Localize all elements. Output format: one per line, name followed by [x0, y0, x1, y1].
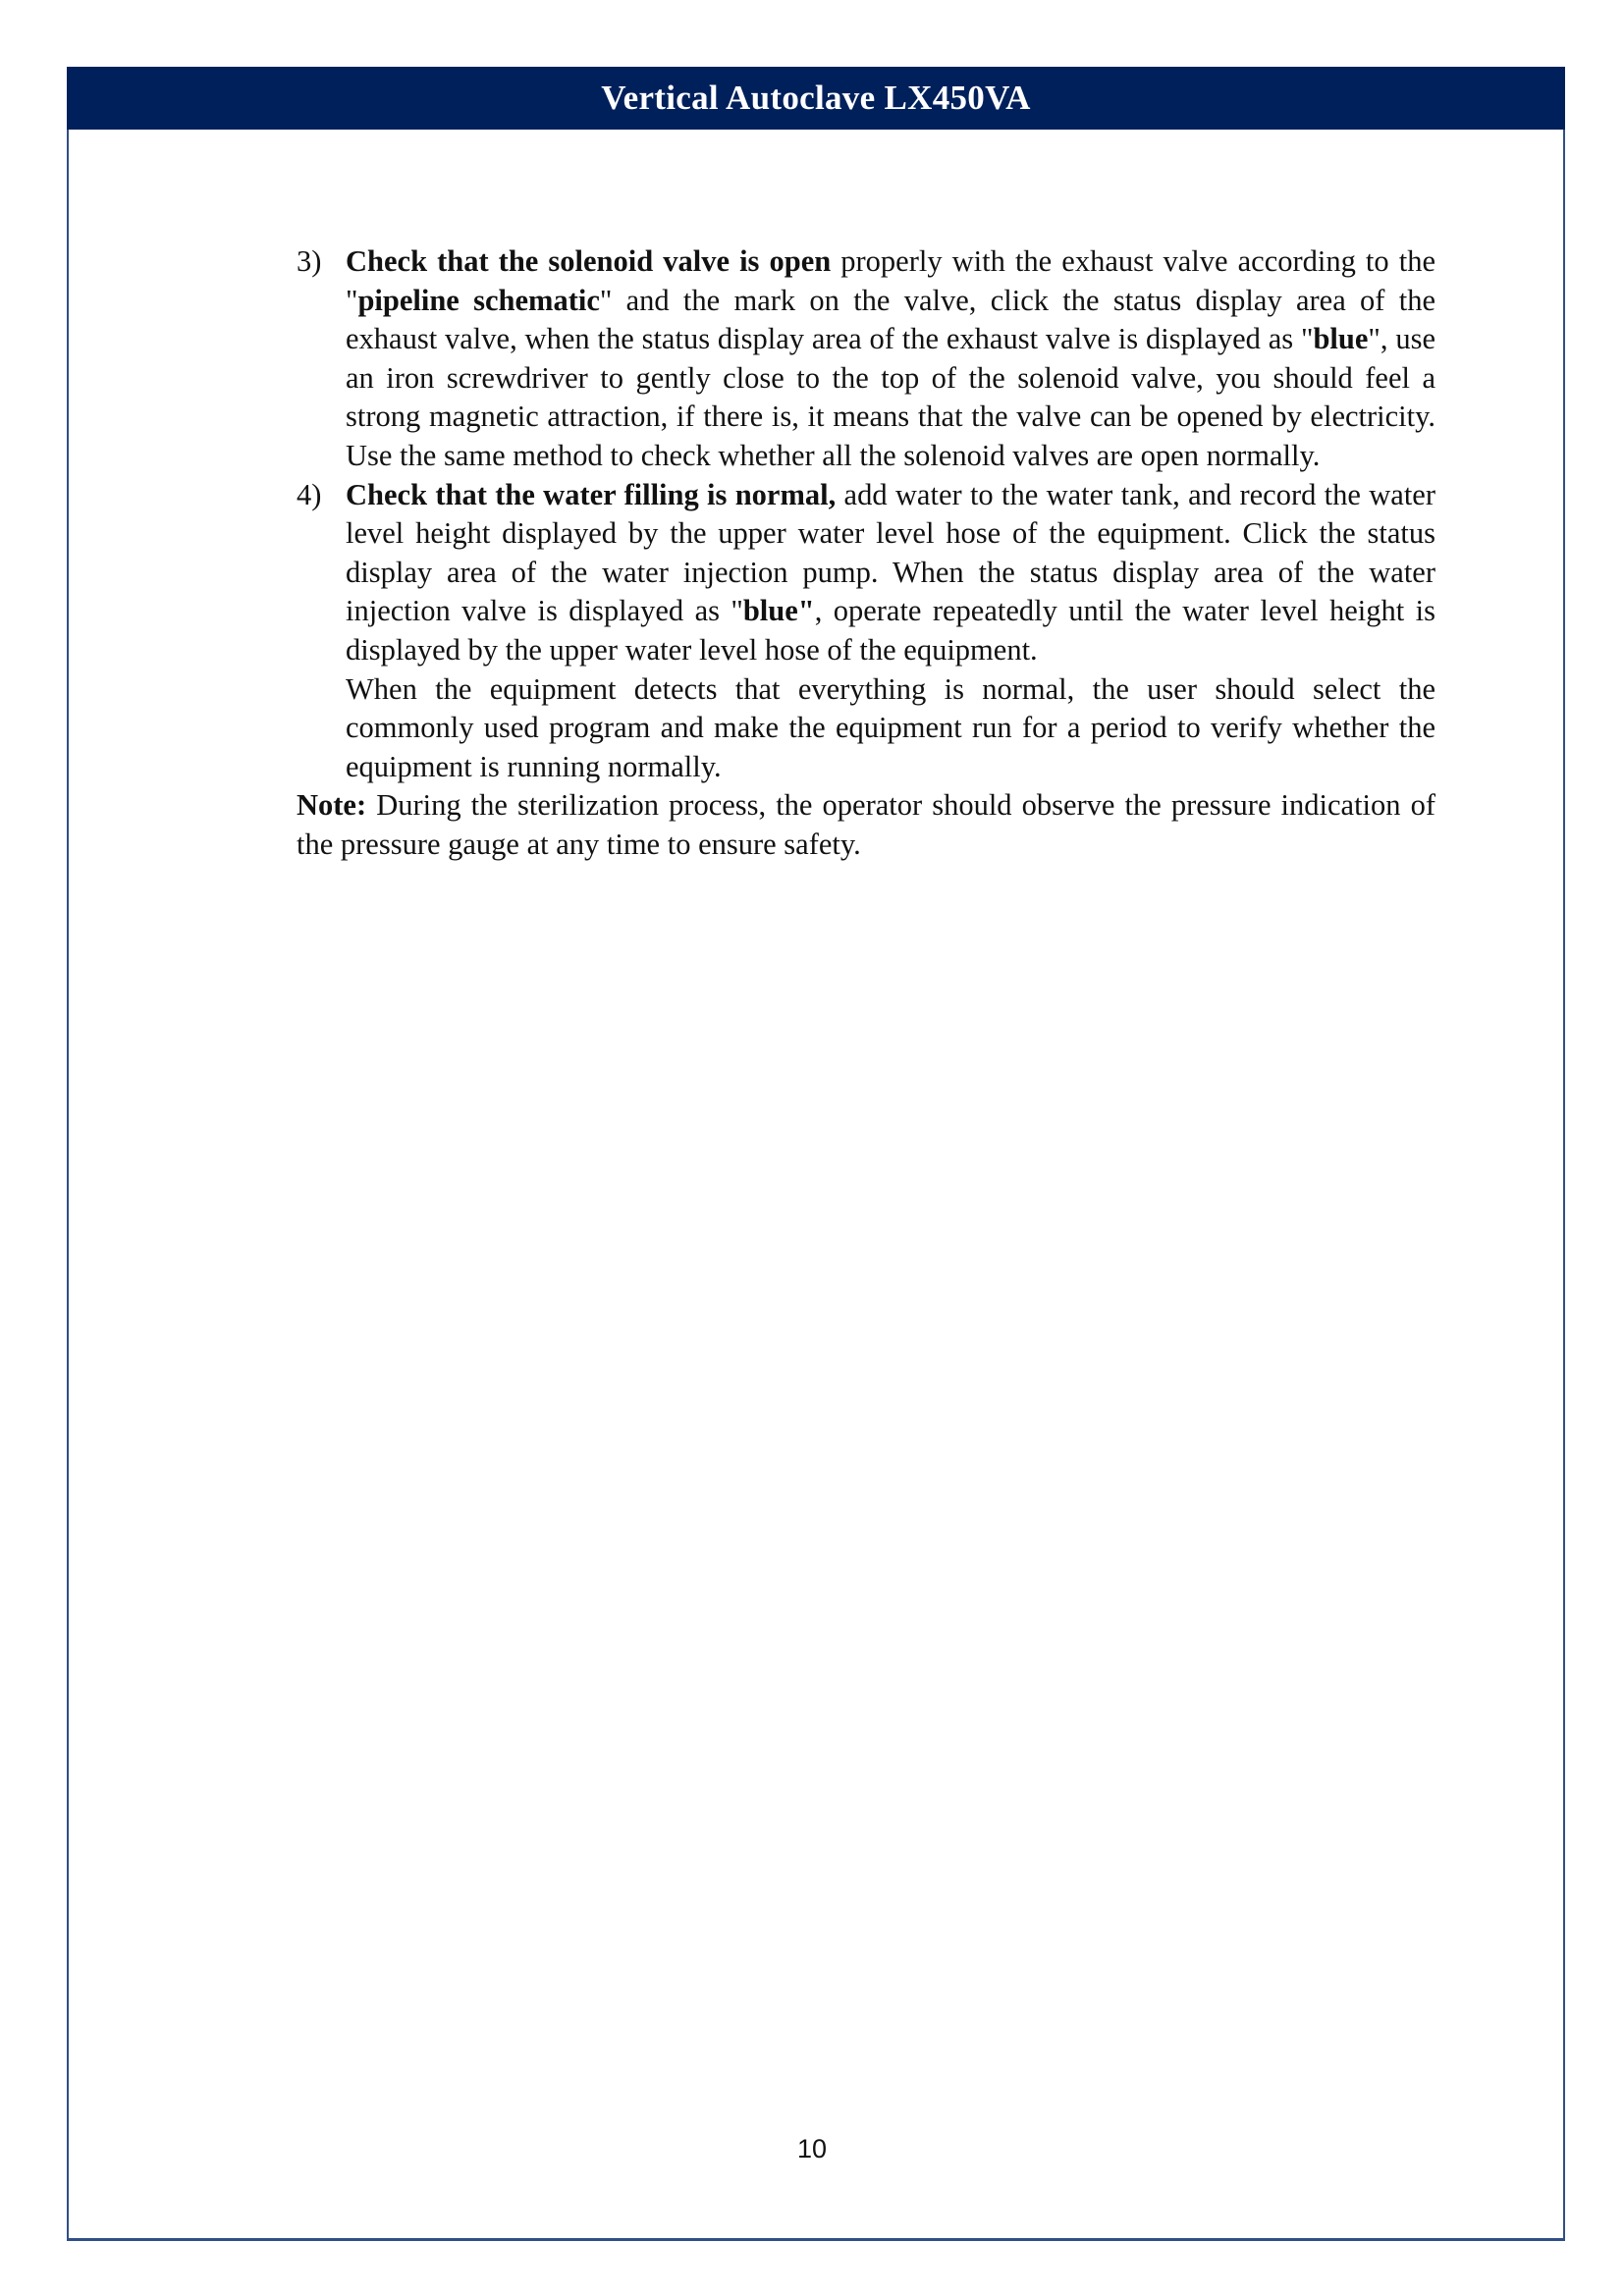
text-run: properly with the exhaust valve according to the " — [346, 244, 1435, 317]
document-title: Vertical Autoclave LX450VA — [601, 79, 1031, 117]
bold-lead: Check that the solenoid valve is open — [346, 244, 832, 278]
list-item-number: 4) — [297, 477, 322, 511]
list-item-text — [346, 242, 1435, 476]
text-run: " and the mark on the valve, click the status display area of the exhaust valve, when the status display area of the exhaust valve is displayed as " — [346, 283, 1435, 356]
document-body — [297, 242, 1435, 865]
note-label: Note: — [297, 788, 367, 823]
list-item-number: 3) — [297, 244, 322, 278]
list-item-3 — [297, 242, 1435, 476]
list-item-4 — [297, 476, 1435, 670]
bold-term: blue — [1313, 322, 1369, 356]
text-run: add water to the water tank, and record the water level height displayed by the upper water level hose of the equipment. Click the status display area of the water injection pump. When the status display area of the water injection valve is displayed as " — [346, 477, 1435, 628]
bold-lead: Check that the water filling is normal, — [346, 477, 837, 511]
text-run: , operate repeatedly until the water level height is displayed by the upper water level hose of the equipment. — [346, 594, 1435, 667]
page-number: 10 — [796, 2134, 828, 2163]
followup-paragraph: When the equipment detects that everything is normal, the user should select the commonly used program and make the equipment run for a period to verify whether the equipment is running normally. — [346, 671, 1435, 783]
document-header — [67, 67, 1565, 130]
bold-term: blue" — [742, 594, 815, 628]
note-paragraph — [297, 786, 1435, 864]
bold-term: pipeline schematic — [357, 283, 600, 317]
list-item-text — [346, 476, 1435, 670]
note-text: During the sterilization process, the operator should observe the pressure indication of the pressure gauge at any time to ensure safety. — [297, 788, 1435, 861]
text-run: ", use an iron screwdriver to gently close to the top of the solenoid valve, you should feel a strong magnetic attraction, if there is, it means that the valve can be opened by electricity. Use the same method to check whether all the solenoid valves are open normally. — [346, 322, 1435, 472]
